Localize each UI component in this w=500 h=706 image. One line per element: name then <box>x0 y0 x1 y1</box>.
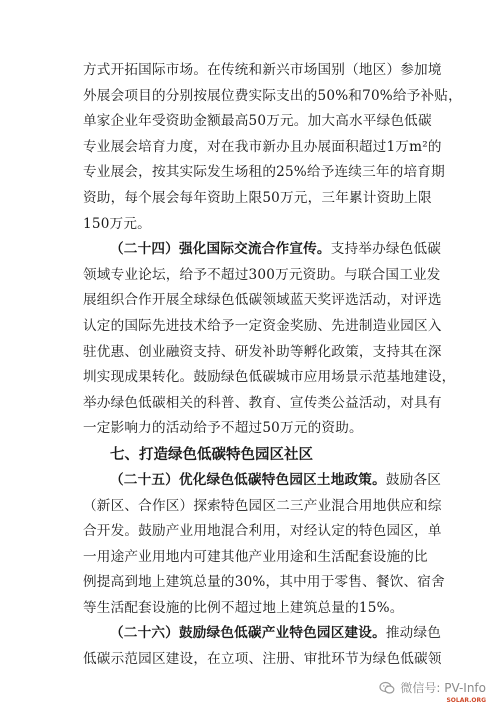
text-line: 领域专业论坛，给予不超过300万元资助。与联合国工业发 <box>83 266 441 283</box>
clause-title: （二十五）优化绿色低碳特色园区土地政策。 <box>110 471 386 488</box>
clause-title: （二十四）强化国际交流合作宣传。 <box>110 241 331 258</box>
text-line: 专业展会培育力度，对在我市新办且办展面积超过1万m²的 <box>83 138 442 155</box>
site-logo: SOLAR.ORG <box>446 697 486 704</box>
text-line: 展组织合作开展全球绿色低碳领域蓝天奖评选活动，对评选 <box>83 292 442 309</box>
text-line: 举办绿色低碳相关的科普、教育、宣传类公益活动，对具有 <box>83 394 442 411</box>
section-heading: 七、打造绿色低碳特色园区社区 <box>110 446 313 463</box>
text-line: 例提高到地上建筑总量的30%，其中用于零售、餐饮、宿舍 <box>83 574 445 591</box>
text-line: 资助，每个展会每年资助上限50万元，三年累计资助上限 <box>83 189 432 206</box>
text-line: 驻优惠、创业融资支持、研发补助等孵化政策，支持其在深 <box>83 343 442 360</box>
watermark-text: 微信号: PV-Info <box>400 681 486 695</box>
text-line: 低碳示范园区建设，在立项、注册、审批环节为绿色低碳领 <box>83 651 442 668</box>
text-line: 一用途产业用地内可建其他产业用途和生活配套设施的比 <box>83 548 428 565</box>
text-line: 150万元。 <box>83 215 151 232</box>
text-line: 圳实现成果转化。鼓励绿色低碳城市应用场景示范基地建设， <box>83 369 456 386</box>
text-line: （二十四）强化国际交流合作宣传。支持举办绿色低碳 <box>110 241 442 258</box>
clause-title: （二十六）鼓励绿色低碳产业特色园区建设。 <box>110 625 386 642</box>
text-line: 一定影响力的活动给予不超过50万元的资助。 <box>83 420 363 437</box>
text-line: （新区、合作区）探索特色园区二三产业混合用地供应和综 <box>83 497 442 514</box>
text-line: （二十五）优化绿色低碳特色园区土地政策。鼓励各区 <box>110 471 442 488</box>
text-line: 等生活配套设施的比例不超过地上建筑总量的15%。 <box>83 599 404 616</box>
wechat-watermark <box>379 679 486 696</box>
paragraph-25 <box>83 468 445 622</box>
text-line: 认定的国际先进技术给予一定资金奖励、先进制造业园区入 <box>83 317 442 334</box>
text-line: 合开发。鼓励产业用地混合利用，对经认定的特色园区，单 <box>83 523 442 540</box>
text-line: 单家企业年受资助金额最高50万元。加大高水平绿色低碳 <box>83 113 432 130</box>
text-line: 外展会项目的分别按展位费实际支出的50%和70%给予补贴， <box>83 87 462 104</box>
text-line: 专业展会，按其实际发生场租的25%给予连续三年的培育期 <box>83 164 445 181</box>
text-line: 方式开拓国际市场。在传统和新兴市场国别（地区）参加境 <box>83 62 442 78</box>
paragraph-26 <box>83 621 442 672</box>
document-body <box>83 58 462 673</box>
wechat-icon <box>379 680 395 696</box>
paragraph-24 <box>83 237 456 442</box>
text-line: （二十六）鼓励绿色低碳产业特色园区建设。推动绿色 <box>110 625 442 642</box>
paragraph-continued <box>83 58 462 237</box>
